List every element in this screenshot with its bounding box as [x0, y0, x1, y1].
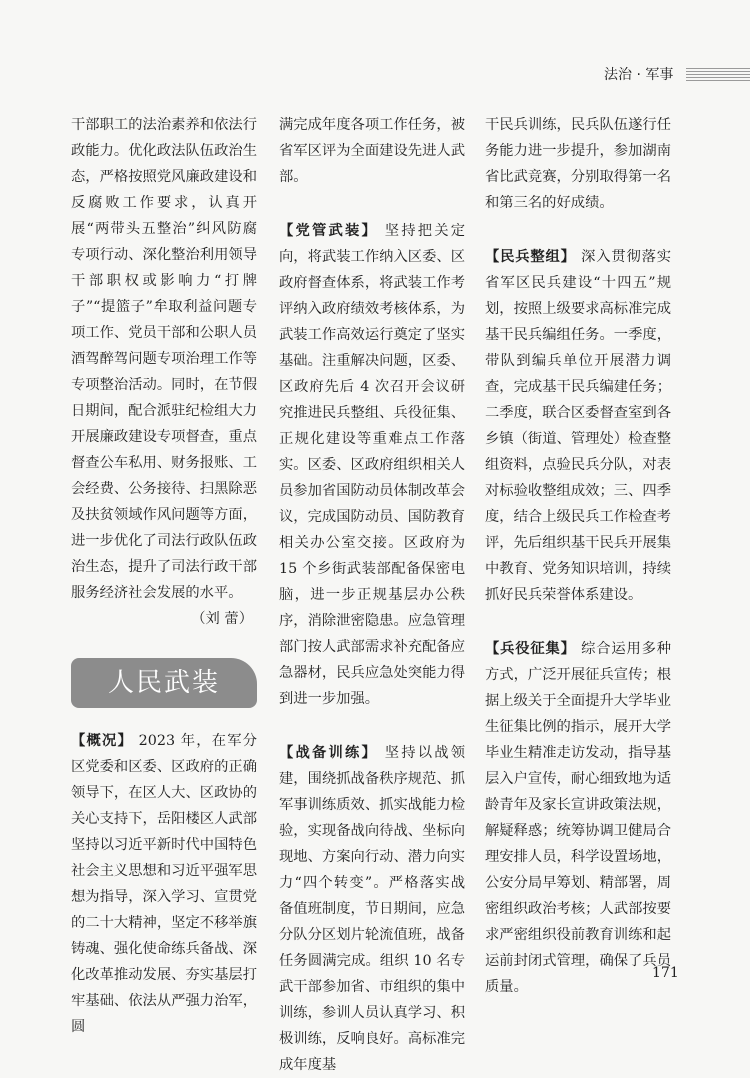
- judicial-continuation-paragraph: 干部职工的法治素养和依法行政能力。优化政法队伍政治生态，严格按照党风廉政建设和反腐败工作要求，认真开展“两带头五整治”纠风防腐专项行动、深化整治利用领导干部职权或影响力“打牌子”“提篮子”牟取利益问题专项工作、党员干部和公职人员酒驾醉驾问题专项治理工作等专项整治活动。同时，在节假日期间，配合派驻纪检组大力开展廉政建设专项督查，重点督查公车私用、财务报账、工会经费、公务接待、扫黑除恶及扶贫领域作风问题等方面，进一步优化了司法行政队伍政治生态，提升了司法行政干部服务经济社会发展的水平。: [71, 117, 257, 601]
- paragraph-gap: [279, 712, 465, 740]
- column-1: [71, 112, 257, 1040]
- party-armed-paragraph: [279, 218, 465, 712]
- section-title-banner: [71, 658, 257, 708]
- party-armed-label: 【党管武装】: [279, 223, 378, 239]
- overview-label: 【概况】: [71, 733, 133, 749]
- party-armed-text: 坚持把关定向，将武装工作纳入区委、区政府督查体系，将武装工作考评纳入政府绩效考核体系，为武装工作高效运行奠定了坚实基础。注重解决问题，区委、区政府先后 4 次召开会议研究推进民兵整组、兵役征集、正规化建设等重难点工作落实。区委、区政府组织相关人员参加省国防动员体制改革会议，完成国防动员、国防教育相关办公室交接。区政府为 15 个乡街武装部配备保密电脑，进一步正规基层办公秩序，消除泄密隐患。应急管理部门按人武部需求补充配备应急器材，民兵应急处突能力得到进一步加强。: [279, 223, 466, 707]
- combat-training-text: 坚持以战领建，围绕抓战备秩序规范、抓军事训练质效、抓实战能力检验，实现备战向待战、坐标向现地、方案向行动、潜力向实力“四个转变”。严格落实战备值班制度，节日期间，应急分队分区划片轮流值班，战备任务圆满完成。组织 10 名专武干部参加省、市组织的集中训练，参训人员认真学习、积极训练，反响良好。高标准完成年度基: [279, 745, 466, 1073]
- militia-organization-label: 【民兵整组】: [485, 249, 576, 265]
- militia-organization-paragraph: [485, 244, 671, 608]
- overview-continuation-paragraph: 满完成年度各项工作任务，被省军区评为全面建设先进人武部。: [279, 117, 465, 185]
- conscription-paragraph: [485, 636, 671, 1000]
- paragraph-gap: [279, 190, 465, 218]
- overview-paragraph: [71, 728, 257, 1040]
- militia-organization-text: 深入贯彻落实省军区民兵建设“十四五”规划，按照上级要求高标准完成基干民兵编组任务。一季度，带队到编兵单位开展潜力调查，完成基干民兵编建任务；二季度，联合区委督查室到各乡镇（街道、管理处）检查整组资料，点验民兵分队，对表对标验收整组成效；三、四季度，结合上级民兵工作检查考评，先后组织基干民兵开展集中教育、党务知识培训，持续抓好民兵荣誉体系建设。: [485, 249, 672, 603]
- combat-training-paragraph: [279, 740, 465, 1078]
- section-title: 人民武装: [107, 668, 220, 698]
- paragraph-gap: [485, 216, 671, 244]
- header-decoration-lines: [686, 68, 750, 81]
- conscription-label: 【兵役征集】: [485, 641, 576, 657]
- column-2: [279, 112, 465, 1078]
- section-header-title: 法治 · 军事: [604, 67, 674, 83]
- combat-training-label: 【战备训练】: [279, 745, 378, 761]
- column-3: [485, 112, 671, 1000]
- page-number: 171: [652, 965, 679, 981]
- training-continuation-paragraph: 干民兵训练，民兵队伍遂行任务能力进一步提升，参加湖南省比武竞赛，分别取得第一名和第三名的好成绩。: [485, 117, 671, 211]
- author-credit: （刘 蕾）: [191, 611, 253, 627]
- page-header: [0, 62, 750, 88]
- conscription-text: 综合运用多种方式，广泛开展征兵宣传；根据上级关于全面提升大学毕业生征集比例的指示，展开大学毕业生精准走访发动，指导基层入户宣传，耐心细致地为适龄青年及家长宣讲政策法规，解疑释惑；统筹协调卫健局合理安排人员，科学设置场地，公安分局早筹划、精部署，周密组织政治考核；人武部按要求严密组织役前教育训练和起运前封闭式管理，确保了兵员质量。: [485, 641, 672, 995]
- paragraph-gap: [485, 608, 671, 636]
- overview-text: 2023 年，在军分区党委和区委、区政府的正确领导下，在区人大、区政协的关心支持下，岳阳楼区人武部坚持以习近平新时代中国特色社会主义思想和习近平强军思想为指导，深入学习、宣贯党的二十大精神，坚定不移举旗铸魂、强化使命练兵备战、深化改革推动发展、夯实基层打牢基础、依法从严强力治军，圆: [71, 733, 258, 1035]
